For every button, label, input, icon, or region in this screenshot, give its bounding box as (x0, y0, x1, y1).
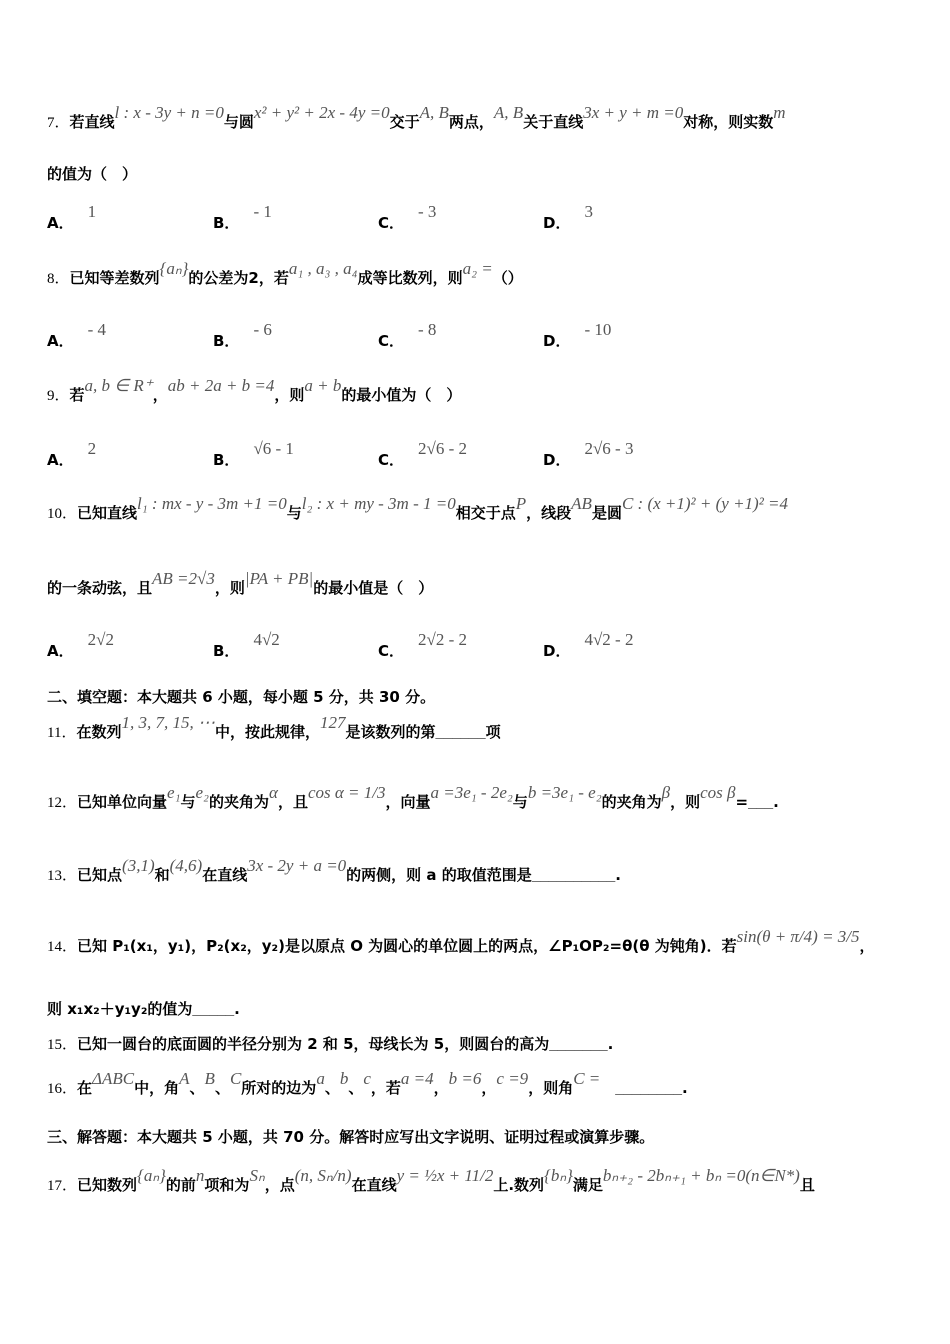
option-value: 4√2 (253, 630, 280, 649)
text: ，则角 (528, 1079, 574, 1097)
text: 是该数列的第 (345, 723, 436, 741)
text: . (234, 1000, 240, 1018)
math-expression: 3x + y + m =0 (583, 103, 684, 122)
q12-line1 (47, 783, 779, 813)
q8-options-d (543, 320, 612, 351)
option-value: 4√2 - 2 (584, 630, 634, 649)
question-number: 15． (47, 1037, 78, 1053)
text: 所对的边为 (241, 1079, 317, 1097)
math-expression: AB (571, 494, 592, 513)
math-expression: a (316, 1069, 325, 1088)
option-label: A． (47, 332, 74, 350)
q8-options-c (378, 320, 437, 351)
q13-line1 (47, 856, 621, 886)
q9-options-c (378, 439, 468, 470)
text: 成等比数列，则 (357, 269, 463, 287)
text: 已知 P₁(x₁，y₁)，P₂(x₂，y₂)是以原点 O 为圆心的单位圆上的两点，∠P₁OP₂=θ(θ 为钝角)．若 (77, 937, 737, 955)
q17-line1 (47, 1166, 815, 1196)
text: 和 (154, 866, 170, 884)
q10-line2 (47, 569, 434, 598)
math-expression: C (229, 1069, 242, 1088)
text: 已知一圆台的底面圆的半径分别为 2 和 5，母线长为 5，则圆台的高为 (77, 1035, 550, 1053)
math-expression: c =9 (496, 1069, 529, 1088)
math-expression: a, b ∈ R⁺ (84, 376, 153, 395)
option-value: √6 - 1 (253, 439, 294, 458)
q10-options-d (543, 630, 634, 661)
math-expression: 1, 3, 7, 15, ⋯ (121, 713, 215, 732)
text: ，向量 (385, 793, 431, 811)
text: 二、填空题：本大题共 6 小题，每小题 5 分，共 30 分。 (47, 688, 436, 706)
math-expression: e₁ (167, 783, 181, 802)
text: 已知等差数列 (69, 269, 160, 287)
text: 与圆 (223, 113, 254, 131)
math-expression: a₂ = (462, 259, 493, 278)
math-expression: bₙ₊₂ - 2bₙ₊₁ + bₙ =0(n∈N*) (602, 1166, 800, 1185)
option-value: - 4 (87, 320, 107, 339)
text: ，若 (370, 1079, 401, 1097)
q10-options-b (213, 630, 280, 661)
option-label: A． (47, 214, 74, 232)
section3-heading (47, 1127, 654, 1147)
q7-options-a (47, 202, 97, 233)
math-expression: 127 (319, 713, 346, 732)
option-label: D． (543, 642, 571, 660)
answer-blank: ________ (615, 1080, 683, 1097)
math-expression: n (195, 1166, 205, 1185)
math-expression: ΔABC (92, 1069, 135, 1088)
answer-blank: ______ (435, 724, 486, 741)
q9-line1 (47, 376, 462, 406)
math-expression: A (179, 1069, 190, 1088)
math-expression: m (773, 103, 786, 122)
text: = (735, 793, 749, 811)
math-expression: C : (x +1)² + (y +1)² =4 (621, 494, 789, 513)
q14-line2 (47, 999, 240, 1020)
text: 交于 (389, 113, 420, 131)
option-label: D． (543, 451, 571, 469)
option-label: D． (543, 214, 571, 232)
option-value: 3 (584, 202, 593, 221)
text: 与 (180, 793, 196, 811)
q11-line1 (47, 713, 501, 743)
text: 中，按此规律， (214, 723, 320, 741)
option-label: A． (47, 642, 74, 660)
text: . (773, 793, 779, 811)
text: 的夹角为 (601, 793, 662, 811)
text: 与 (286, 504, 302, 522)
text: 在直线 (351, 1176, 397, 1194)
math-expression: A, B (493, 103, 524, 122)
q7-options-b (213, 202, 272, 233)
q16-line1 (47, 1069, 688, 1099)
text: 项和为 (204, 1176, 250, 1194)
text: 已知直线 (77, 504, 138, 522)
text: . (615, 866, 621, 884)
option-value: 2√6 - 2 (418, 439, 468, 458)
q9-options-d (543, 439, 634, 470)
q9-options-a (47, 439, 97, 470)
q10-options-a (47, 630, 114, 661)
q7-line1 (47, 103, 786, 133)
option-value: 2 (87, 439, 97, 458)
question-number: 10． (47, 506, 78, 522)
math-expression: b (339, 1069, 349, 1088)
option-label: C． (378, 642, 405, 660)
question-number: 16． (47, 1081, 78, 1097)
option-label: D． (543, 332, 571, 350)
text: 在直线 (202, 866, 248, 884)
option-value: - 1 (253, 202, 272, 221)
option-label: B． (213, 332, 240, 350)
option-label: B． (213, 214, 240, 232)
math-expression: ab + 2a + b =4 (167, 376, 275, 395)
math-expression: α (269, 783, 278, 802)
text: 的值为（ ） (47, 165, 138, 183)
q8-options-a (47, 320, 107, 351)
question-number: 13． (47, 868, 78, 884)
math-expression: β (661, 783, 671, 802)
text: 已知数列 (77, 1176, 138, 1194)
math-expression: (n, Sₙ/n) (294, 1166, 352, 1185)
q9-options-b (213, 439, 294, 470)
text: 项 (485, 723, 501, 741)
text: 且 (799, 1176, 815, 1194)
answer-blank: __________ (531, 867, 616, 884)
math-expression: (4,6) (169, 856, 203, 875)
text: ， (152, 386, 168, 404)
option-label: C． (378, 214, 405, 232)
text: ，线段 (526, 504, 572, 522)
option-label: C． (378, 332, 405, 350)
text: 三、解答题：本大题共 5 小题，共 70 分。解答时应写出文字说明、证明过程或演算步骤。 (47, 1128, 655, 1146)
text: ，点 (264, 1176, 295, 1194)
text: ，则 (214, 579, 245, 597)
math-expression: sin(θ + π/4) = 3/5 (736, 927, 860, 946)
text: 的两侧，则 a 的取值范围是 (346, 866, 532, 884)
text: 、 (189, 1079, 205, 1097)
answer-blank: _____ (192, 1001, 235, 1018)
text: 相交于点 (455, 504, 516, 522)
text: 、 (214, 1079, 230, 1097)
q8-options-b (213, 320, 272, 351)
text: 在 (77, 1079, 93, 1097)
math-expression: B (204, 1069, 215, 1088)
text: 已知点 (77, 866, 123, 884)
option-label: B． (213, 451, 240, 469)
math-expression: a =3e₁ - 2e₂ (430, 783, 513, 802)
q7-options-c (378, 202, 437, 233)
text: 的最小值是（ ） (313, 579, 434, 597)
text: 的最小值为（ ） (341, 386, 462, 404)
text: 的前 (165, 1176, 196, 1194)
text: . (682, 1079, 688, 1097)
math-expression: {aₙ} (159, 259, 189, 278)
math-expression: C = (573, 1069, 601, 1088)
text: 对称，则实数 (683, 113, 774, 131)
answer-blank: _______ (549, 1036, 608, 1053)
text: 中，角 (134, 1079, 180, 1097)
option-value: 2√2 (87, 630, 114, 649)
q7-options-d (543, 202, 593, 233)
text: 是圆 (591, 504, 622, 522)
question-number: 12． (47, 795, 78, 811)
math-expression: cos β (700, 783, 736, 802)
text: 则 x₁x₂＋y₁y₂的值为 (47, 1000, 193, 1018)
question-number: 9． (47, 388, 70, 404)
math-expression: a + b (304, 376, 342, 395)
text: ，则 (274, 386, 305, 404)
text: 已知单位向量 (77, 793, 168, 811)
math-expression: a =4 (400, 1069, 434, 1088)
option-value: - 3 (418, 202, 437, 221)
q10-options-c (378, 630, 468, 661)
option-value: - 10 (584, 320, 612, 339)
math-expression: (3,1) (122, 856, 155, 875)
text: 若 (69, 386, 85, 404)
question-number: 17． (47, 1178, 78, 1194)
math-expression: c (363, 1069, 371, 1088)
text: 两点， (448, 113, 494, 131)
answer-blank: ___ (748, 794, 774, 811)
text: （） (492, 269, 523, 287)
math-expression: P (515, 494, 527, 513)
math-expression: y = ½x + 11/2 (396, 1166, 494, 1185)
text: 与 (512, 793, 528, 811)
question-number: 7． (47, 115, 70, 131)
option-label: C． (378, 451, 405, 469)
text: . (607, 1035, 614, 1053)
math-expression: {aₙ} (137, 1166, 166, 1185)
option-label: B． (213, 642, 240, 660)
math-expression: l₁ : mx - y - 3m +1 =0 (137, 494, 287, 513)
text: ，则 (670, 793, 701, 811)
option-value: 2√6 - 3 (584, 439, 634, 458)
question-number: 8． (47, 271, 70, 287)
option-value: - 8 (418, 320, 437, 339)
math-expression: {bₙ} (544, 1166, 573, 1185)
text: 在数列 (76, 723, 122, 741)
math-expression: A, B (419, 103, 449, 122)
text: ，且 (277, 793, 308, 811)
math-expression: x² + y² + 2x - 4y =0 (253, 103, 390, 122)
math-expression: b =3e₁ - e₂ (527, 783, 602, 802)
text: 上.数列 (493, 1176, 545, 1194)
math-expression: l₂ : x + my - 3m - 1 =0 (301, 494, 456, 513)
math-expression: Sₙ (249, 1166, 265, 1185)
math-expression: b =6 (448, 1069, 482, 1088)
option-label: A． (47, 451, 74, 469)
text: 若直线 (69, 113, 115, 131)
math-expression: |PA + PB| (244, 569, 314, 588)
text: 的夹角为 (208, 793, 269, 811)
q10-line1 (47, 494, 789, 524)
text: ， (859, 937, 875, 955)
math-expression: AB =2√3 (152, 569, 215, 588)
text: ， (481, 1079, 497, 1097)
text: 、 (348, 1079, 364, 1097)
math-expression: e₂ (195, 783, 209, 802)
q8-line1 (47, 259, 523, 289)
text: 的公差为2，若 (188, 269, 289, 287)
option-value: - 6 (253, 320, 272, 339)
section2-heading (47, 687, 435, 707)
question-number: 11． (47, 725, 77, 741)
q15-line1 (47, 1034, 613, 1055)
text: 的一条动弦，且 (47, 579, 153, 597)
question-number: 14． (47, 939, 78, 955)
option-value: 2√2 - 2 (418, 630, 468, 649)
text: ， (433, 1079, 449, 1097)
q14-line1 (47, 927, 875, 957)
math-expression: a₁ , a₃ , a₄ (288, 259, 358, 278)
math-expression: l : x - 3y + n =0 (114, 103, 224, 122)
text: 关于直线 (523, 113, 584, 131)
math-expression: 3x - 2y + a =0 (247, 856, 347, 875)
option-value: 1 (87, 202, 97, 221)
text: 满足 (572, 1176, 603, 1194)
math-expression: cos α = 1/3 (307, 783, 386, 802)
text: 、 (324, 1079, 340, 1097)
text (600, 1079, 615, 1097)
q7-line2 (47, 164, 137, 184)
